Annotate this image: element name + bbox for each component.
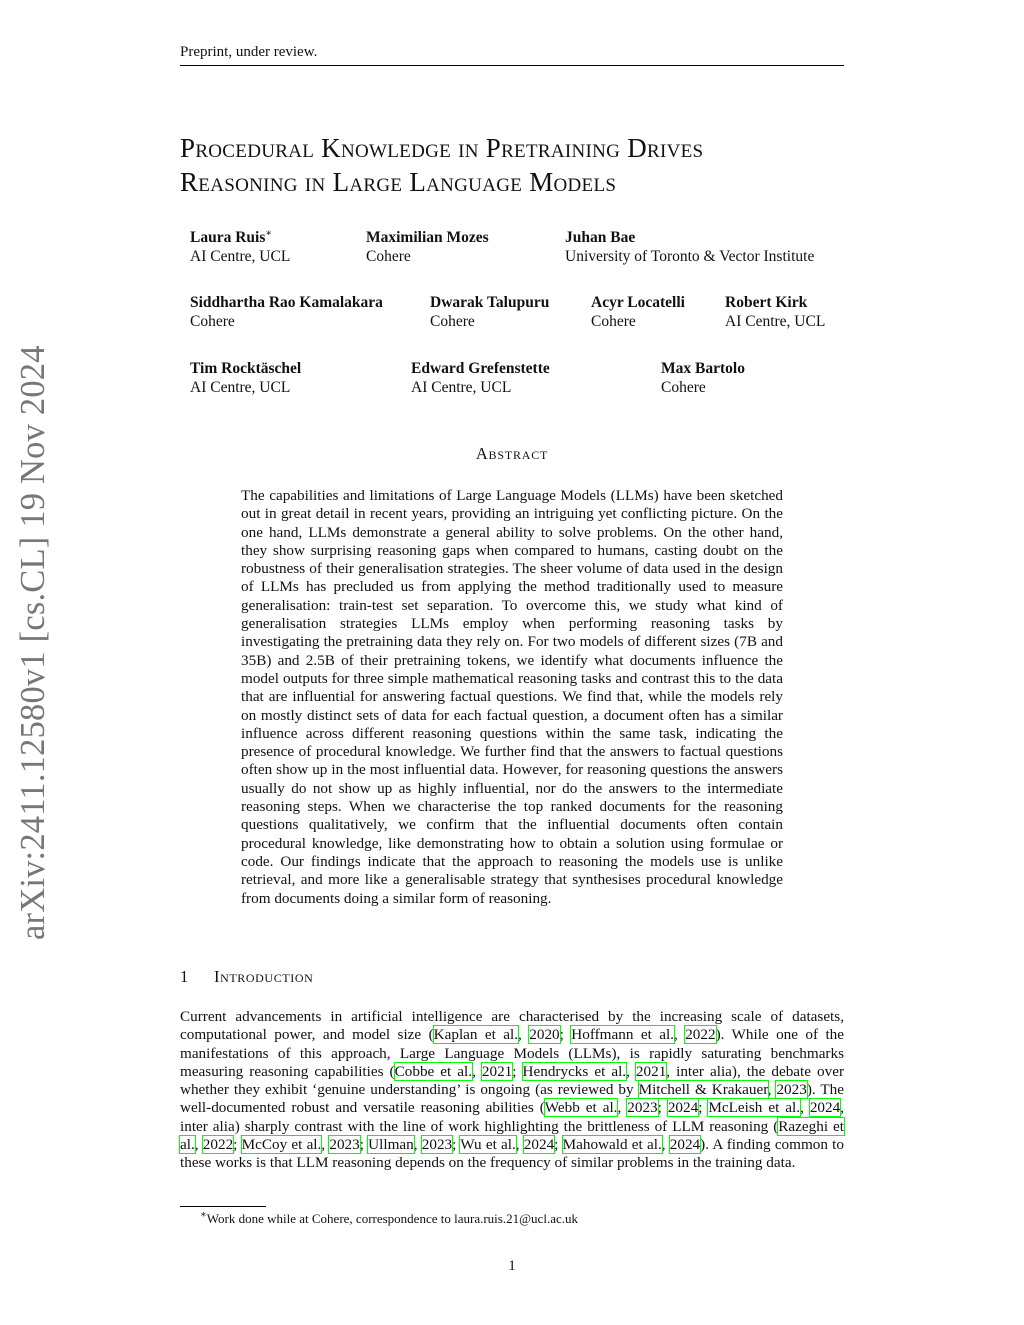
intro-text: , — [472, 1062, 482, 1080]
citation-link[interactable]: Razeghi et al. — [180, 1117, 844, 1154]
citation-link[interactable]: Cobbe et al. — [394, 1062, 473, 1080]
author-block — [725, 293, 825, 331]
footnote — [200, 1211, 578, 1227]
citation-link[interactable]: Webb et al. — [544, 1099, 618, 1117]
author-block — [430, 293, 549, 331]
intro-text: , — [626, 1062, 636, 1080]
intro-text: , — [673, 1026, 686, 1044]
citation-link[interactable]: 2023 — [421, 1136, 453, 1154]
page-number: 1 — [508, 1258, 516, 1274]
author-affiliation: Cohere — [591, 313, 636, 330]
intro-text: ). A finding common to these works is that LLM reasoning depends on the frequency of similar problems in the training data. — [180, 1136, 844, 1172]
citation-link[interactable]: 2024 — [809, 1099, 841, 1117]
author-block — [591, 293, 685, 331]
intro-text: , — [800, 1099, 810, 1117]
citation-link[interactable]: Mahowald et al. — [562, 1136, 662, 1154]
footnote-mark: ∗ — [200, 1209, 207, 1221]
footnote-rule — [180, 1206, 266, 1207]
arxiv-stamp: arXiv:2411.12580v1 [cs.CL] 19 Nov 2024 — [14, 345, 52, 940]
abstract-body: The capabilities and limitations of Large Language Models (LLMs) have been sketched out in great detail in recent years, providing an intriguing yet conflicting picture. On the one hand, LLMs demonstrate a general ability to solve problems. On the other hand, they show surprising reasoning gaps when compared to humans, casting doubt on the robustness of their generalisation strategies. The sheer volume of data used in the design of LLMs has precluded us from applying the method traditionally used to measure generalisation: train-test set separation. To overcome this, we study what kind of generalisation strategies LLMs employ when performing reasoning tasks by investigating the pretraining data they rely on. For two models of different sizes (7B and 35B) and 2.5B of their pretraining tokens, we identify what documents influence the model outputs for three simple mathematical reasoning tasks and contrast this to the data that are influential for answering factual questions. We find that, while the models rely on mostly distinct sets of data for each factual question, a document often has a similar influence across different reasoning questions within the same task, indicating the presence of procedural knowledge. We further find that the answers to factual questions often show up in the most influential data. However, for reasoning questions the answers usually do not show up as highly influential, nor do the answers to the intermediate reasoning steps. When we characterise the top ranked documents for the reasoning questions qualitatively, we confirm that the influential documents often contain procedural knowledge, like demonstrating how to obtain a solution using formulae or code. Our findings indicate that the approach to reasoning the models use is unlike retrieval, and more like a generalisable strategy that synthesises procedural knowledge from documents doing a similar form of reasoning. — [241, 487, 783, 907]
author-affiliation: University of Toronto & Vector Institute — [565, 248, 815, 265]
author-affiliation: Cohere — [661, 379, 706, 396]
intro-text: , — [194, 1136, 203, 1154]
author-name: Maximilian Mozes — [366, 229, 489, 246]
author-name: Max Bartolo — [661, 360, 745, 377]
title-line-1: Procedural Knowledge in Pretraining Drives — [180, 133, 704, 163]
author-affiliation: Cohere — [366, 248, 411, 265]
citation-link[interactable]: Hendrycks et al. — [522, 1062, 627, 1080]
intro-text: ). While one of the manifestations of this approach, Large Language Models (LLMs), is rapidly saturating benchmarks measuring reasoning capabilities ( — [180, 1026, 845, 1080]
citation-link[interactable]: Mitchell & Krakauer — [638, 1081, 768, 1099]
intro-text: ; — [512, 1062, 523, 1080]
citation-link[interactable]: Wu et al. — [460, 1136, 516, 1154]
author-affiliation: Cohere — [190, 313, 235, 330]
author-block — [190, 293, 383, 331]
intro-text: ; — [657, 1099, 668, 1117]
author-name: Robert Kirk — [725, 294, 808, 311]
author-affiliation: Cohere — [430, 313, 475, 330]
intro-text: ; — [559, 1026, 572, 1044]
author-block — [411, 359, 550, 397]
author-affiliation: AI Centre, UCL — [411, 379, 512, 396]
citation-link[interactable]: 2021 — [481, 1062, 513, 1080]
citation-link[interactable]: McLeish et al. — [708, 1099, 801, 1117]
section-heading-introduction — [180, 967, 313, 987]
intro-text: , — [617, 1099, 628, 1117]
citation-link[interactable]: 2021 — [635, 1062, 667, 1080]
author-name: Juhan Bae — [565, 229, 636, 246]
intro-text: ; — [359, 1136, 369, 1154]
author-name: Edward Grefenstette — [411, 360, 550, 377]
title-line-2: Reasoning in Large Language Models — [180, 167, 617, 197]
author-name: Tim Rocktäschel — [190, 360, 302, 377]
citation-link[interactable]: 2022 — [685, 1026, 716, 1044]
author-name: Dwarak Talupuru — [430, 294, 550, 311]
citation-link[interactable]: 2023 — [627, 1099, 658, 1117]
citation-link[interactable]: 2024 — [669, 1136, 701, 1154]
author-affiliation: AI Centre, UCL — [190, 379, 291, 396]
intro-text: , — [515, 1136, 524, 1154]
running-header: Preprint, under review. — [180, 44, 318, 60]
intro-text: ; — [452, 1136, 461, 1154]
intro-text: , — [321, 1136, 330, 1154]
author-block — [190, 228, 290, 266]
intro-text: , — [767, 1081, 777, 1099]
author-name: Laura Ruis — [190, 229, 266, 246]
intro-text: Current advancements in artificial intelligence are characterised by the increasing scale of datasets, computational power, and model size ( — [180, 1008, 844, 1044]
paper-title — [180, 131, 860, 199]
intro-text: , inter alia) sharply contrast with the line of work highlighting the brittleness of LLM reasoning ( — [180, 1099, 844, 1135]
intro-text: , — [661, 1136, 670, 1154]
section-number: 1 — [180, 967, 189, 986]
introduction-paragraph — [180, 1008, 844, 1173]
author-name: Siddhartha Rao Kamalakara — [190, 294, 383, 311]
citation-link[interactable]: 2024 — [667, 1099, 699, 1117]
intro-text: , — [413, 1136, 422, 1154]
author-block — [565, 228, 814, 266]
author-block — [190, 359, 301, 397]
intro-text: ; — [233, 1136, 242, 1154]
citation-link[interactable]: 2020 — [529, 1026, 560, 1044]
abstract-heading: Abstract — [475, 444, 549, 463]
intro-text: , inter alia), the debate over whether they exhibit ‘genuine understanding’ is ongoing (as reviewed by — [180, 1062, 845, 1099]
author-affiliation: AI Centre, UCL — [190, 248, 291, 265]
section-title: Introduction — [214, 967, 314, 986]
intro-text: ; — [698, 1099, 709, 1117]
author-block — [661, 359, 745, 397]
citation-link[interactable]: 2023 — [776, 1081, 807, 1099]
intro-text: , — [518, 1026, 530, 1044]
citation-link[interactable]: Kaplan et al. — [433, 1026, 519, 1044]
author-footnote-mark: ∗ — [265, 227, 273, 239]
intro-text: ; — [554, 1136, 563, 1154]
citation-link[interactable]: Ullman — [368, 1136, 414, 1154]
citation-link[interactable]: 2023 — [329, 1136, 360, 1154]
citation-link[interactable]: 2024 — [523, 1136, 555, 1154]
intro-text: ). The well-documented robust and versatile reasoning abilities ( — [180, 1081, 844, 1117]
author-name: Acyr Locatelli — [591, 294, 685, 311]
citation-link[interactable]: McCoy et al. — [241, 1136, 322, 1154]
citation-link[interactable]: 2022 — [202, 1136, 234, 1154]
author-affiliation: AI Centre, UCL — [725, 313, 826, 330]
header-rule — [180, 65, 844, 66]
citation-link[interactable]: Hoffmann et al. — [571, 1026, 674, 1044]
author-block — [366, 228, 489, 266]
footnote-text: Work done while at Cohere, correspondence to laura.ruis.21@ucl.ac.uk — [206, 1211, 578, 1226]
